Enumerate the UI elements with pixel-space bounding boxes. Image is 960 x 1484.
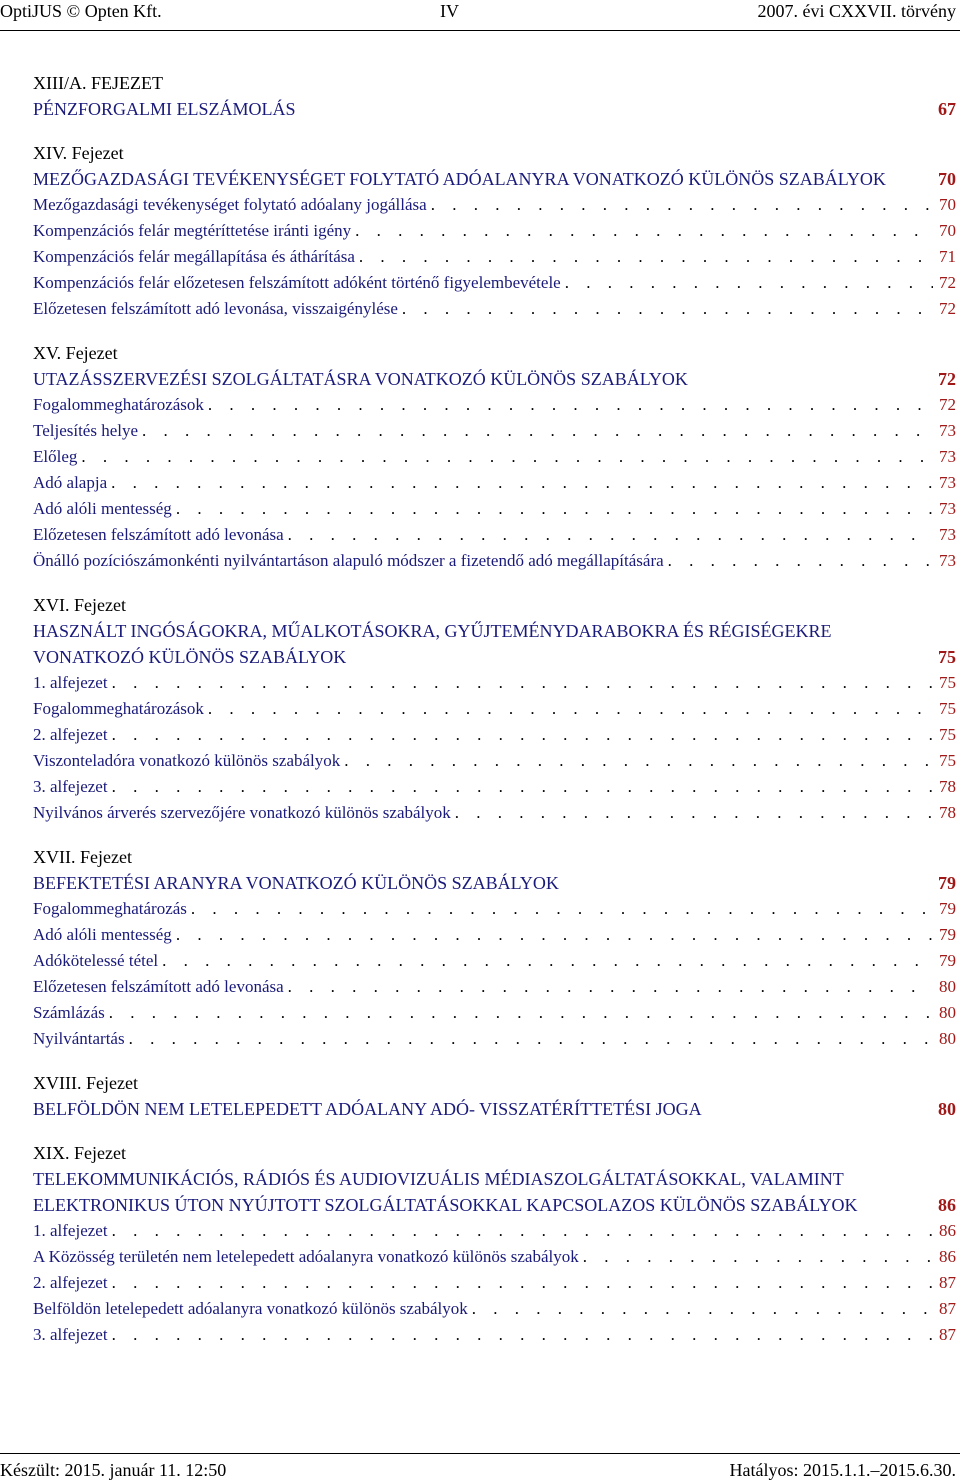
chapter-title-row[interactable] bbox=[33, 166, 956, 192]
toc-entry-page-number[interactable]: 70 bbox=[939, 221, 956, 240]
toc-entry-page-number[interactable]: 80 bbox=[939, 977, 956, 996]
toc-entry-link[interactable]: Viszonteladóra vonatkozó különös szabályok bbox=[33, 751, 341, 770]
chapter-title-row[interactable] bbox=[33, 870, 956, 896]
toc-entry-page-number[interactable]: 71 bbox=[939, 247, 956, 266]
toc-entry-link[interactable]: Mezőgazdasági tevékenységet folytató adóalany jogállása bbox=[33, 195, 427, 214]
toc-entry-link[interactable]: Fogalommeghatározás bbox=[33, 899, 187, 918]
chapter-title-row[interactable] bbox=[33, 618, 956, 670]
toc-entry-link[interactable]: Nyilvános árverés szervezőjére vonatkozó különös szabályok bbox=[33, 803, 451, 822]
toc-entry[interactable] bbox=[33, 670, 956, 696]
toc-entry-page-number[interactable]: 72 bbox=[939, 395, 956, 414]
dot-leader bbox=[288, 522, 933, 548]
toc-entry-link[interactable]: Előleg bbox=[33, 447, 78, 466]
toc-chapter bbox=[33, 592, 956, 826]
toc-entry-link[interactable]: Kompenzációs felár megtéríttetése iránti igény bbox=[33, 221, 352, 240]
chapter-page-number[interactable]: 72 bbox=[938, 369, 956, 389]
toc-entry[interactable] bbox=[33, 922, 956, 948]
toc-entry-link[interactable]: Belföldön letelepedett adóalanyra vonatkozó különös szabályok bbox=[33, 1299, 468, 1318]
toc-entry-page-number[interactable]: 80 bbox=[939, 1029, 956, 1048]
dot-leader bbox=[359, 244, 933, 270]
toc-entry[interactable] bbox=[33, 418, 956, 444]
dot-leader bbox=[455, 800, 933, 826]
chapter-title-link[interactable]: BEFEKTETÉSI ARANYRA VONATKOZÓ KÜLÖNÖS SZABÁLYOK bbox=[33, 873, 559, 893]
toc-entry-page-number[interactable]: 73 bbox=[939, 473, 956, 492]
toc-entry-link[interactable]: Fogalommeghatározások bbox=[33, 395, 204, 414]
toc-entry-link[interactable]: 3. alfejezet bbox=[33, 777, 108, 796]
chapter-page-number[interactable]: 86 bbox=[938, 1195, 956, 1215]
toc-entry[interactable] bbox=[33, 774, 956, 800]
dot-leader bbox=[583, 1244, 933, 1270]
toc-entry-page-number[interactable]: 70 bbox=[939, 195, 956, 214]
toc-entry[interactable] bbox=[33, 1218, 956, 1244]
toc-entry-link[interactable]: 2. alfejezet bbox=[33, 1273, 108, 1292]
dot-leader bbox=[208, 392, 933, 418]
toc-entry-page-number[interactable]: 72 bbox=[939, 299, 956, 318]
dot-leader bbox=[112, 670, 933, 696]
toc-entry-link[interactable]: Számlázás bbox=[33, 1003, 105, 1022]
dot-leader bbox=[431, 192, 933, 218]
toc-entry[interactable] bbox=[33, 270, 956, 296]
chapter-title-link[interactable]: TELEKOMMUNIKÁCIÓS, RÁDIÓS ÉS AUDIOVIZUÁLIS MÉDIASZOLGÁLTATÁSOKKAL, VALAMINT ELEKTRONIKUS ÚTON NYÚJTOTT SZOLGÁLTATÁSOKKAL KAPCSOLAZOS KÜLÖNÖS SZABÁLYOK bbox=[33, 1169, 858, 1215]
dot-leader bbox=[112, 722, 933, 748]
toc-entry-link[interactable]: Előzetesen felszámított adó levonása bbox=[33, 525, 284, 544]
toc-entry-page-number[interactable]: 87 bbox=[939, 1325, 956, 1344]
toc-entry-link[interactable]: 3. alfejezet bbox=[33, 1325, 108, 1344]
toc-entry-page-number[interactable]: 75 bbox=[939, 751, 956, 770]
toc-chapter bbox=[33, 70, 956, 122]
toc-entry-page-number[interactable]: 75 bbox=[939, 699, 956, 718]
dot-leader bbox=[288, 974, 933, 1000]
dot-leader bbox=[176, 922, 933, 948]
toc-entry[interactable] bbox=[33, 1322, 956, 1348]
toc-entry-page-number[interactable]: 75 bbox=[939, 673, 956, 692]
toc-entry[interactable] bbox=[33, 548, 956, 574]
toc-entry[interactable] bbox=[33, 218, 956, 244]
dot-leader bbox=[355, 218, 933, 244]
toc-entry[interactable] bbox=[33, 192, 956, 218]
chapter-label: XVIII. Fejezet bbox=[33, 1073, 138, 1093]
toc-entry[interactable] bbox=[33, 896, 956, 922]
chapter-title-row[interactable] bbox=[33, 96, 956, 122]
toc-entry[interactable] bbox=[33, 1244, 956, 1270]
chapter-title-link[interactable]: BELFÖLDÖN NEM LETELEPEDETT ADÓALANY ADÓ- VISSZATÉRÍTTETÉSI JOGA bbox=[33, 1099, 702, 1119]
toc-entry[interactable] bbox=[33, 1026, 956, 1052]
toc-entry-page-number[interactable]: 73 bbox=[939, 421, 956, 440]
chapter-title-row[interactable] bbox=[33, 1096, 956, 1122]
dot-leader bbox=[129, 1026, 933, 1052]
chapter-title-row[interactable] bbox=[33, 366, 956, 392]
toc-entry[interactable] bbox=[33, 974, 956, 1000]
dot-leader bbox=[109, 1000, 933, 1026]
toc-entry-link[interactable]: 1. alfejezet bbox=[33, 1221, 108, 1240]
page-header bbox=[0, 0, 960, 30]
chapter-page-number[interactable]: 67 bbox=[938, 99, 956, 119]
toc-entry[interactable] bbox=[33, 470, 956, 496]
toc-entry[interactable] bbox=[33, 392, 956, 418]
chapter-label: XIII/A. FEJEZET bbox=[33, 73, 163, 93]
toc-entry-link[interactable]: Adó alóli mentesség bbox=[33, 499, 172, 518]
dot-leader bbox=[112, 1218, 933, 1244]
chapter-title-row[interactable] bbox=[33, 1166, 956, 1218]
footer-rule bbox=[0, 1453, 960, 1454]
toc-entry-page-number[interactable]: 87 bbox=[939, 1273, 956, 1292]
dot-leader bbox=[112, 1322, 933, 1348]
dot-leader bbox=[111, 470, 933, 496]
footer-created: Készült: 2015. január 11. 12:50 bbox=[0, 1460, 227, 1480]
toc-entry[interactable] bbox=[33, 296, 956, 322]
header-law-title: 2007. évi CXXVII. törvény bbox=[757, 1, 956, 21]
toc-entry[interactable] bbox=[33, 722, 956, 748]
toc-entry[interactable] bbox=[33, 244, 956, 270]
chapter-title-link[interactable]: MEZŐGAZDASÁGI TEVÉKENYSÉGET FOLYTATÓ ADÓALANYRA VONATKOZÓ KÜLÖNÖS SZABÁLYOK bbox=[33, 169, 886, 189]
table-of-contents bbox=[33, 70, 956, 1366]
chapter-title-link[interactable]: HASZNÁLT INGÓSÁGOKRA, MŰALKOTÁSOKRA, GYŰJTEMÉNYDARABOKRA ÉS RÉGISÉGEKRE VONATKOZÓ KÜLÖNÖS SZABÁLYOK bbox=[33, 621, 832, 667]
toc-entry-link[interactable]: Kompenzációs felár megállapítása és áthárítása bbox=[33, 247, 355, 266]
toc-entry[interactable] bbox=[33, 948, 956, 974]
toc-entry-link[interactable]: Önálló pozíciószámonkénti nyilvántartáson alapuló módszer a fizetendő adó megállapítására bbox=[33, 551, 664, 570]
toc-entry-link[interactable]: Adókötelessé tétel bbox=[33, 951, 159, 970]
dot-leader bbox=[208, 696, 933, 722]
toc-entry-page-number[interactable]: 78 bbox=[939, 803, 956, 822]
dot-leader bbox=[112, 774, 933, 800]
toc-entry[interactable] bbox=[33, 696, 956, 722]
chapter-label: XIV. Fejezet bbox=[33, 143, 124, 163]
chapter-title-link[interactable]: PÉNZFORGALMI ELSZÁMOLÁS bbox=[33, 99, 296, 119]
toc-entry[interactable] bbox=[33, 1296, 956, 1322]
chapter-label: XIX. Fejezet bbox=[33, 1143, 126, 1163]
dot-leader bbox=[668, 548, 933, 574]
toc-entry-link[interactable]: Kompenzációs felár előzetesen felszámított adóként történő figyelembevétele bbox=[33, 273, 561, 292]
toc-entry-link[interactable]: Előzetesen felszámított adó levonása bbox=[33, 977, 284, 996]
toc-entry[interactable] bbox=[33, 522, 956, 548]
toc-entry-page-number[interactable]: 73 bbox=[939, 525, 956, 544]
toc-entry-page-number[interactable]: 86 bbox=[939, 1221, 956, 1240]
dot-leader bbox=[142, 418, 933, 444]
chapter-page-number[interactable]: 80 bbox=[938, 1099, 956, 1119]
toc-entry-link[interactable]: Előzetesen felszámított adó levonása, visszaigénylése bbox=[33, 299, 398, 318]
dot-leader bbox=[472, 1296, 933, 1322]
toc-entry-page-number[interactable]: 87 bbox=[939, 1299, 956, 1318]
toc-entry-page-number[interactable]: 72 bbox=[939, 273, 956, 292]
chapter-page-number[interactable]: 75 bbox=[938, 647, 956, 667]
toc-entry-link[interactable]: Fogalommeghatározások bbox=[33, 699, 204, 718]
dot-leader bbox=[191, 896, 933, 922]
toc-chapter bbox=[33, 844, 956, 1052]
chapter-page-number[interactable]: 70 bbox=[938, 169, 956, 189]
chapter-label: XVI. Fejezet bbox=[33, 595, 126, 615]
toc-entry[interactable] bbox=[33, 496, 956, 522]
chapter-label: XVII. Fejezet bbox=[33, 847, 132, 867]
toc-entry[interactable] bbox=[33, 1270, 956, 1296]
chapter-title-link[interactable]: UTAZÁSSZERVEZÉSI SZOLGÁLTATÁSRA VONATKOZÓ KÜLÖNÖS SZABÁLYOK bbox=[33, 369, 688, 389]
toc-entry-page-number[interactable]: 79 bbox=[939, 951, 956, 970]
chapter-page-number[interactable]: 79 bbox=[938, 873, 956, 893]
toc-entry[interactable] bbox=[33, 1000, 956, 1026]
dot-leader bbox=[112, 1270, 933, 1296]
toc-chapter bbox=[33, 340, 956, 574]
toc-entry-link[interactable]: Adó alóli mentesség bbox=[33, 925, 172, 944]
chapter-label: XV. Fejezet bbox=[33, 343, 118, 363]
toc-entry-page-number[interactable]: 75 bbox=[939, 725, 956, 744]
toc-entry-page-number[interactable]: 80 bbox=[939, 1003, 956, 1022]
toc-entry-page-number[interactable]: 73 bbox=[939, 447, 956, 466]
toc-entry[interactable] bbox=[33, 748, 956, 774]
toc-entry-page-number[interactable]: 73 bbox=[939, 499, 956, 518]
header-rule bbox=[0, 30, 960, 31]
toc-entry-page-number[interactable]: 78 bbox=[939, 777, 956, 796]
dot-leader bbox=[402, 296, 933, 322]
toc-entry-link[interactable]: A Közösség területén nem letelepedett adóalanyra vonatkozó különös szabályok bbox=[33, 1247, 579, 1266]
dot-leader bbox=[81, 444, 933, 470]
toc-entry-link[interactable]: Nyilvántartás bbox=[33, 1029, 125, 1048]
header-publisher: OptiJUS © Opten Kft. bbox=[0, 1, 162, 21]
toc-chapter bbox=[33, 1140, 956, 1348]
toc-entry-page-number[interactable]: 79 bbox=[939, 925, 956, 944]
toc-entry-page-number[interactable]: 79 bbox=[939, 899, 956, 918]
dot-leader bbox=[344, 748, 933, 774]
toc-entry-link[interactable]: Adó alapja bbox=[33, 473, 108, 492]
toc-entry-page-number[interactable]: 73 bbox=[939, 551, 956, 570]
toc-entry-link[interactable]: Teljesítés helye bbox=[33, 421, 139, 440]
toc-entry-link[interactable]: 1. alfejezet bbox=[33, 673, 108, 692]
dot-leader bbox=[565, 270, 933, 296]
toc-entry-page-number[interactable]: 86 bbox=[939, 1247, 956, 1266]
toc-entry[interactable] bbox=[33, 800, 956, 826]
toc-entry[interactable] bbox=[33, 444, 956, 470]
dot-leader bbox=[162, 948, 933, 974]
toc-chapter bbox=[33, 1070, 956, 1122]
header-page-number: IV bbox=[440, 1, 459, 21]
footer-effective: Hatályos: 2015.1.1.–2015.6.30. bbox=[729, 1460, 956, 1480]
dot-leader bbox=[176, 496, 933, 522]
toc-entry-link[interactable]: 2. alfejezet bbox=[33, 725, 108, 744]
toc-chapter bbox=[33, 140, 956, 322]
